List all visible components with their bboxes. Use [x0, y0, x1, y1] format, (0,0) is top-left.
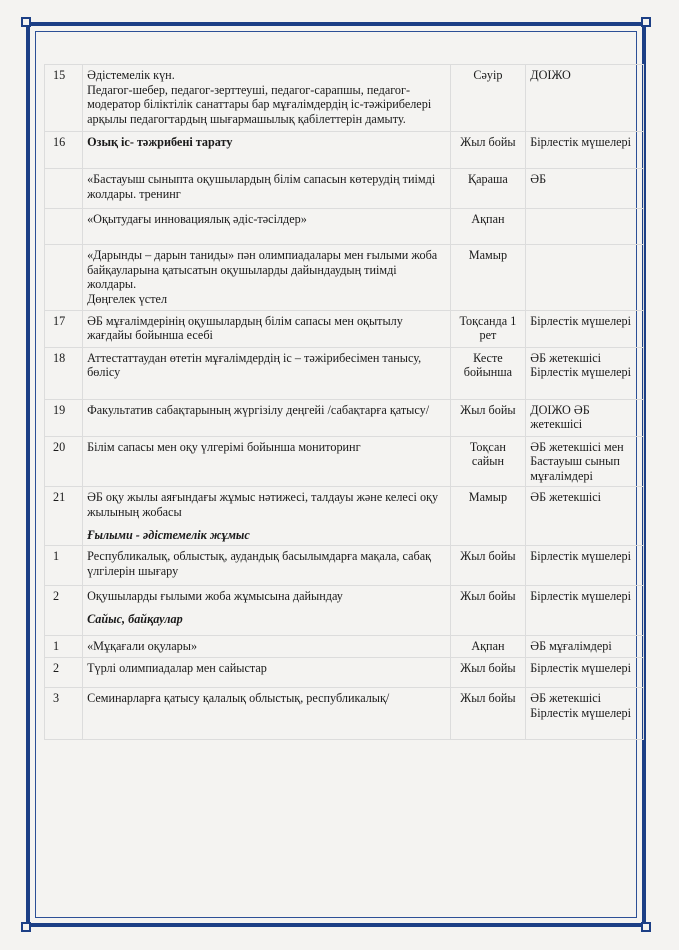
row-number [45, 65, 83, 132]
responsible-cell-text: ДОІЖО [530, 68, 571, 82]
term-cell [450, 347, 526, 399]
corner-ornament [641, 922, 651, 932]
task-cell [83, 636, 451, 658]
term-cell-text: Мамыр [468, 490, 508, 505]
responsible-cell-text: ӘБ жетекшісі Бірлестік мүшелері [530, 691, 632, 721]
responsible-cell-text: Бірлестік мүшелері [530, 661, 632, 676]
row-number [45, 546, 83, 586]
responsible-cell-text: Бірлестік мүшелері [530, 549, 632, 564]
row-number [45, 169, 83, 209]
table-row [45, 487, 644, 546]
responsible-cell-text: Бірлестік мүшелері [530, 135, 632, 149]
responsible-cell [526, 688, 644, 740]
row-number [45, 636, 83, 658]
table-row [45, 658, 644, 688]
row-number [45, 487, 83, 546]
term-cell [450, 245, 526, 311]
table-row [45, 688, 644, 740]
term-cell [450, 436, 526, 487]
table-row [45, 132, 644, 169]
task-cell-text: Республикалық, облыстық, аудандық басылымдарға мақала, сабақ үлгілерін шығару [87, 549, 432, 579]
task-cell-text: Факультатив сабақтарының жүргізілу деңгейі /сабақтарға қатысу/ [87, 402, 430, 417]
term-cell-text: Жыл бойы [460, 691, 516, 706]
table-row [45, 436, 644, 487]
task-cell-text: ӘБ оқу жылы аяғындағы жұмыс нәтижесі, талдауы және келесі оқу жылының жобасы [87, 490, 439, 520]
task-cell [83, 436, 451, 487]
term-cell-text: Жыл бойы [460, 549, 516, 564]
row-number-text: 15 [53, 68, 66, 82]
responsible-cell [526, 546, 644, 586]
term-cell-text: Тоқсан сайын [469, 439, 506, 469]
responsible-cell [526, 436, 644, 487]
row-number-text: 17 [53, 313, 66, 328]
row-number-text: 19 [53, 402, 66, 417]
plan-table [44, 64, 644, 740]
term-cell-text: Тоқсанда 1 рет [459, 313, 517, 343]
term-cell [450, 688, 526, 740]
table-row [45, 169, 644, 209]
corner-ornament [21, 17, 31, 27]
row-number-text: 18 [53, 350, 66, 365]
corner-ornament [21, 922, 31, 932]
task-cell [83, 546, 451, 586]
row-number-text: 2 [53, 589, 60, 604]
term-cell [450, 546, 526, 586]
term-cell [450, 658, 526, 688]
task-cell [83, 169, 451, 209]
responsible-cell [526, 347, 644, 399]
row-number-text: 1 [53, 549, 60, 564]
table-row [45, 310, 644, 347]
term-cell [450, 310, 526, 347]
row-number [45, 310, 83, 347]
task-cell [83, 132, 451, 169]
row-number [45, 245, 83, 311]
row-number [45, 209, 83, 245]
responsible-cell [526, 65, 644, 132]
row-number-text: 2 [53, 661, 60, 676]
task-cell [83, 310, 451, 347]
responsible-cell [526, 586, 644, 636]
task-cell [83, 688, 451, 740]
term-cell-text: Жыл бойы [460, 589, 516, 604]
task-cell [83, 347, 451, 399]
responsible-cell-text: ӘБ [530, 172, 547, 186]
row-number-text: 16 [53, 135, 66, 149]
task-cell [83, 209, 451, 245]
table-row [45, 65, 644, 132]
term-cell [450, 399, 526, 436]
term-cell-text: Жыл бойы [460, 135, 516, 149]
responsible-cell [526, 658, 644, 688]
responsible-cell [526, 487, 644, 546]
responsible-cell-text: ДОІЖО ӘБ жетекшісі [530, 402, 590, 432]
task-cell-text: Білім сапасы мен оқу үлгерімі бойынша мониторинг [87, 439, 361, 454]
table-row [45, 209, 644, 245]
section-subheading: Ғылыми - әдістемелік жұмыс [87, 527, 250, 542]
row-number-text: 3 [53, 691, 60, 706]
row-number-text: 21 [53, 490, 66, 505]
task-cell [83, 245, 451, 311]
term-cell-text: Жыл бойы [460, 402, 516, 417]
task-cell-text: Аттестаттаудан өтетін мұғалімдердің іс – тәжірибесімен танысу, бөлісу [87, 350, 422, 380]
table-row [45, 546, 644, 586]
row-number [45, 658, 83, 688]
row-number-text: 20 [53, 439, 66, 454]
task-cell [83, 399, 451, 436]
responsible-cell-text: Бірлестік мүшелері [530, 589, 632, 604]
task-cell-text: Оқушыларды ғылыми жоба жұмысына дайындау [87, 589, 343, 604]
task-cell [83, 65, 451, 132]
responsible-cell [526, 132, 644, 169]
term-cell [450, 487, 526, 546]
term-cell [450, 586, 526, 636]
task-cell-text: «Дарынды – дарын таниды» пән олимпиадалары мен ғылыми жоба байқауларына қатысатын оқушыларды дайындаудың тиімді жолдары. Дөңгелек үстел [87, 248, 438, 306]
responsible-cell-text: Бірлестік мүшелері [530, 313, 632, 328]
term-cell-text: Ақпан [471, 212, 505, 226]
row-number [45, 347, 83, 399]
corner-ornament [641, 17, 651, 27]
responsible-cell [526, 245, 644, 311]
task-cell-text: Озық іс- тәжрибені тарату [87, 135, 233, 149]
term-cell [450, 169, 526, 209]
term-cell [450, 65, 526, 132]
task-cell-text: Әдістемелік күн. Педагог-шебер, педагог-зерттеуші, педагог-сарапшы, педагог-модератор біліктілік санаттары бар мұғалімдердің іс-тәжірибелері арқылы педагогтардың шығармашылық қабілеттерін дамыту. [87, 68, 432, 126]
row-number [45, 132, 83, 169]
task-cell-text: ӘБ мұғалімдерінің оқушылардың білім сапасы мен оқытылу жағдайы бойынша есебі [87, 313, 403, 343]
term-cell [450, 636, 526, 658]
task-cell [83, 658, 451, 688]
responsible-cell [526, 636, 644, 658]
row-number [45, 586, 83, 636]
row-number [45, 399, 83, 436]
term-cell-text: Сәуір [473, 68, 503, 82]
responsible-cell-text: ӘБ мұғалімдері [530, 639, 612, 654]
term-cell [450, 132, 526, 169]
task-cell [83, 487, 451, 546]
table-row [45, 586, 644, 636]
responsible-cell [526, 310, 644, 347]
task-cell-text: Түрлі олимпиадалар мен сайыстар [87, 661, 267, 676]
table-row [45, 399, 644, 436]
task-cell-text: Семинарларға қатысу қалалық облыстық, республикалық/ [87, 691, 390, 706]
document-page [44, 64, 644, 740]
table-row [45, 245, 644, 311]
term-cell [450, 209, 526, 245]
responsible-cell [526, 169, 644, 209]
responsible-cell-text: ӘБ жетекшісі Бірлестік мүшелері [530, 350, 632, 380]
responsible-cell [526, 399, 644, 436]
row-number [45, 436, 83, 487]
responsible-cell-text: ӘБ жетекшісі [530, 490, 602, 505]
section-subheading: Сайыс, байқаулар [87, 612, 183, 627]
task-cell-text: «Мұқағали оқулары» [87, 639, 198, 654]
term-cell-text: Қараша [468, 172, 508, 186]
task-cell-text: «Бастауыш сыныпта оқушылардың білім сапасын көтерудің тиімді жолдары. тренинг [87, 172, 436, 201]
task-cell [83, 586, 451, 636]
row-number [45, 688, 83, 740]
term-cell-text: Жыл бойы [460, 661, 516, 676]
table-row [45, 636, 644, 658]
responsible-cell [526, 209, 644, 245]
responsible-cell-text: ӘБ жетекшісі мен Бастауыш сынып мұғалімдері [530, 439, 624, 483]
row-number-text: 1 [53, 639, 60, 654]
table-row [45, 347, 644, 399]
task-cell-text: «Оқытудағы инновациялық әдіс-тәсілдер» [87, 212, 307, 226]
term-cell-text: Кесте бойынша [463, 350, 513, 380]
term-cell-text: Мамыр [468, 248, 508, 262]
term-cell-text: Ақпан [471, 639, 505, 654]
